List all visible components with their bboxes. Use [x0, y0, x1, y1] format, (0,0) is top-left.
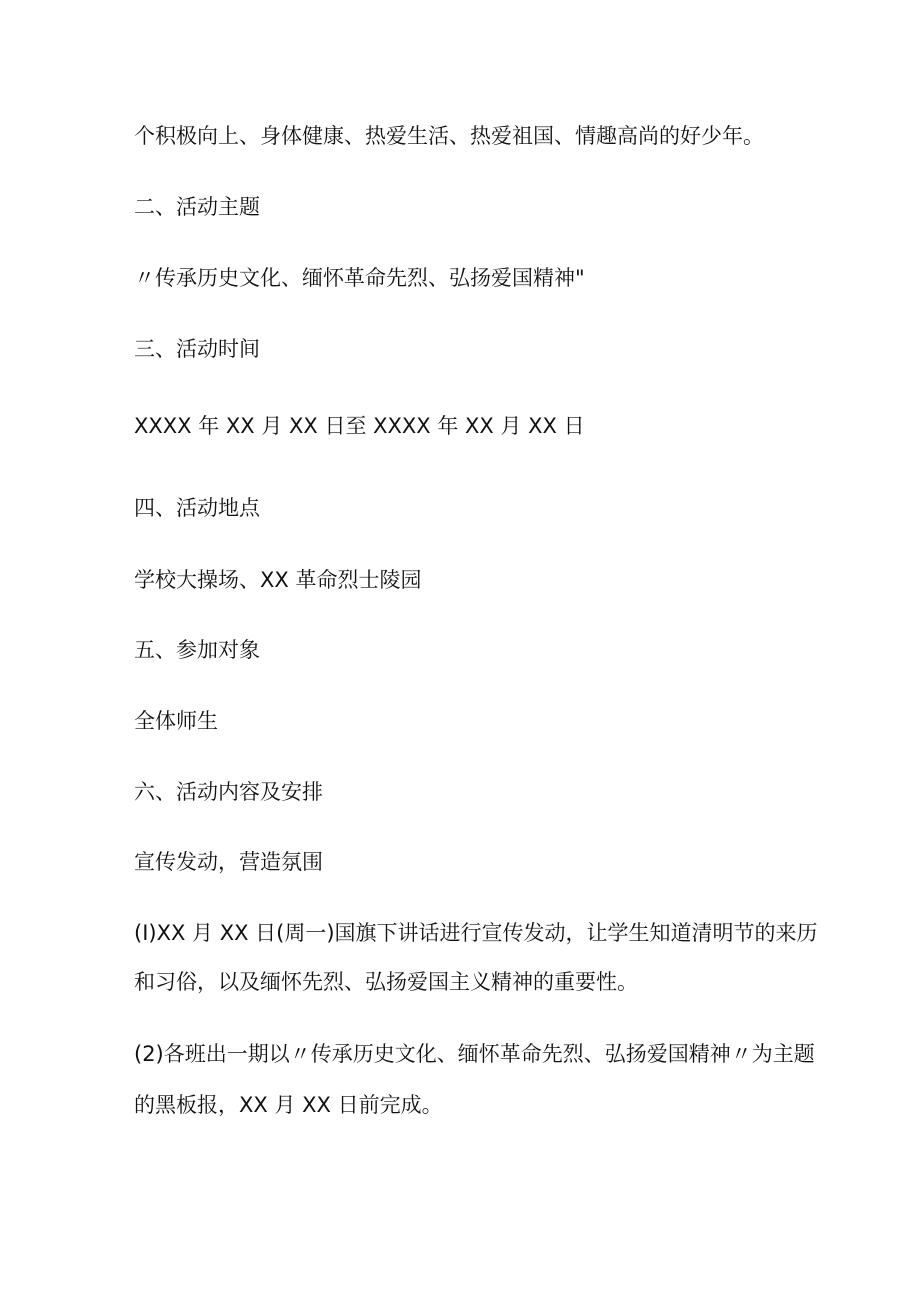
- item-1-line-2: 和习俗，以及缅怀先烈、弘扬爱国主义精神的重要性。: [134, 970, 638, 994]
- item-2-line-2: 的黑板报，XX 月 XX 日前完成。: [134, 1093, 443, 1117]
- heading-activity-location: 四、活动地点: [134, 496, 260, 520]
- item-2-line-1: (2)各班出一期以〃传承历史文化、缅怀革命先烈、弘扬爱国精神〃为主题: [134, 1042, 815, 1066]
- paragraph-goal-continuation: 个积极向上、身体健康、热爱生活、热爱祖国、情趣高尚的好少年。: [134, 124, 764, 148]
- paragraph-activity-theme: 〃传承历史文化、缅怀革命先烈、弘扬爱国精神": [134, 266, 585, 290]
- heading-activity-theme: 二、活动主题: [134, 195, 260, 219]
- item-1-line-1: (I)XX 月 XX 日(周一)国旗下讲话进行宣传发动，让学生知道清明节的来历: [134, 921, 818, 945]
- heading-content-arrangement: 六、活动内容及安排: [134, 780, 323, 804]
- subheading-publicity: 宣传发动，营造氛围: [134, 850, 323, 874]
- paragraph-participants: 全体师生: [134, 709, 218, 733]
- paragraph-activity-location: 学校大操场、XX 革命烈士陵园: [134, 568, 422, 592]
- paragraph-activity-time: XXXX 年 XX 月 XX 日至 XXXX 年 XX 月 XX 日: [134, 414, 585, 438]
- heading-participants: 五、参加对象: [134, 638, 260, 662]
- heading-activity-time: 三、活动时间: [134, 337, 260, 361]
